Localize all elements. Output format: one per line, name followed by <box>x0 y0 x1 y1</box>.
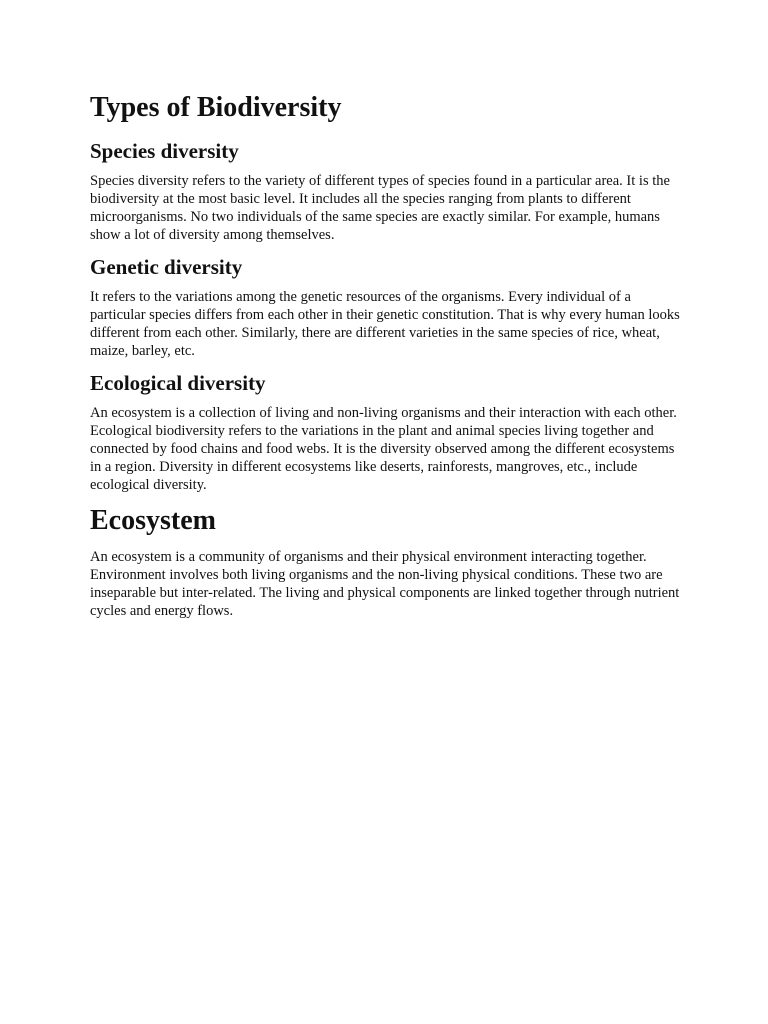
section-heading-ecosystem: Ecosystem <box>90 505 216 536</box>
section-body-genetic-diversity: It refers to the variations among the genetic resources of the organisms. Every individual of a particular species differs from each other in their genetic constitution. That is why every human looks different from each other. Similarly, there are different varieties in the same species of rice, wheat, maize, barley, etc. <box>90 289 680 359</box>
document-page <box>90 90 682 630</box>
section-body-species-diversity: Species diversity refers to the variety of different types of species found in a particular area. It is the biodiversity at the most basic level. It includes all the species ranging from plants to different microorganisms. No two individuals of the same species are exactly similar. For example, humans show a lot of diversity among themselves. <box>90 173 670 243</box>
section-heading-genetic-diversity: Genetic diversity <box>90 255 243 279</box>
section-body-ecological-diversity: An ecosystem is a collection of living and non-living organisms and their interaction with each other. Ecological biodiversity refers to the variations in the plant and animal species living together and connected by food chains and food webs. It is the diversity observed among the different ecosystems in a region. Diversity in different ecosystems like deserts, rainforests, mangroves, etc., include ecological diversity. <box>90 405 677 493</box>
section-heading-ecological-diversity: Ecological diversity <box>90 371 266 395</box>
section-body-ecosystem: An ecosystem is a community of organisms and their physical environment interacting together. Environment involves both living organisms and the non-living physical conditions. These two are inseparable but inter-related. The living and physical components are linked together through nutrient cycles and energy flows. <box>90 549 680 619</box>
page-title: Types of Biodiversity <box>90 92 342 123</box>
section-heading-species-diversity: Species diversity <box>90 139 239 163</box>
